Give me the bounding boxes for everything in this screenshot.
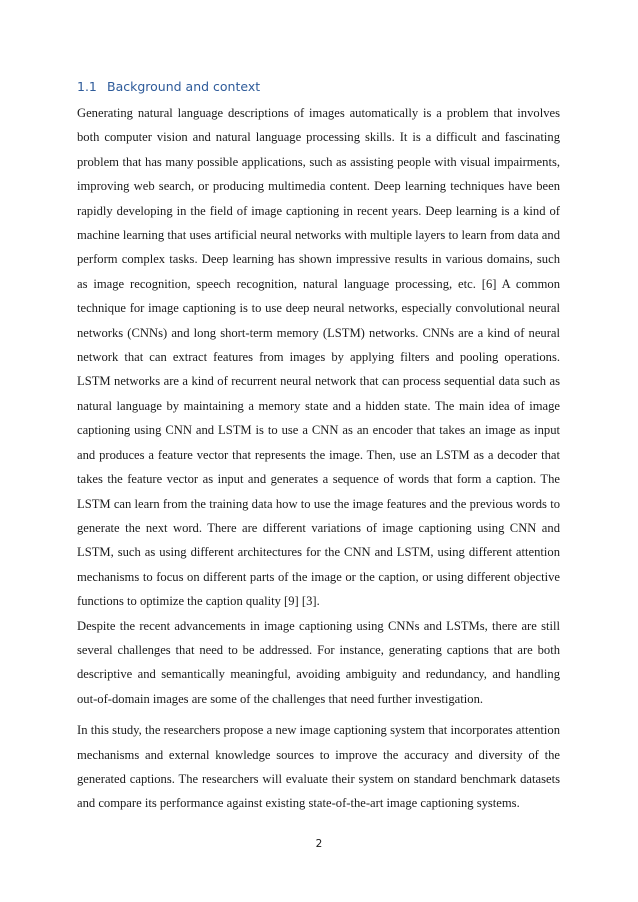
- section-title: Background and context: [107, 79, 261, 94]
- page-number: 2: [315, 838, 323, 850]
- paragraph-2: Despite the recent advancements in image captioning using CNNs and LSTMs, there are still several challenges that need to be addressed. For instance, generating captions that are both descriptive and semantically meaningful, avoiding ambiguity and redundancy, and handling out-of-domain images are some of the challenges that need further investigation.: [77, 618, 560, 706]
- paragraph-1: Generating natural language descriptions of images automatically is a problem that involves both computer vision and natural language processing skills. It is a difficult and fascinating problem that has many possible applications, such as assisting people with visual impairments, improving web search, or producing multimedia content. Deep learning techniques have been rapidly developing in the field of image captioning in recent years. Deep learning is a kind of machine learning that uses artificial neural networks with multiple layers to learn from data and perform complex tasks. Deep learning has shown impressive results in various domains, such as image recognition, speech recognition, natural language processing, etc. [6] A common technique for image captioning is to use deep neural networks, especially convolutional neural networks (CNNs) and long short-term memory (LSTM) networks. CNNs are a kind of neural network that can extract features from images by applying filters and pooling operations. LSTM networks are a kind of recurrent neural network that can process sequential data such as natural language by maintaining a memory state and a hidden state. The main idea of image captioning using CNN and LSTM is to use a CNN as an encoder that takes an image as input and produces a feature vector that represents the image. Then, use an LSTM as a decoder that takes the feature vector as input and generates a sequence of words that form a caption. The LSTM can learn from the training data how to use the image features and the previous words to generate the next word. There are different variations of image captioning using CNN and LSTM, such as using different architectures for the CNN and LSTM, using different attention mechanisms to focus on different parts of the image or the caption, or using different objective functions to optimize the caption quality [9] [3].: [77, 106, 560, 609]
- section-number: 1.1: [77, 79, 97, 94]
- paragraph-3: In this study, the researchers propose a new image captioning system that incorporates attention mechanisms and external knowledge sources to improve the accuracy and diversity of the generated captions. The researchers will evaluate their system on standard benchmark datasets and compare its performance against existing state-of-the-art image captioning systems.: [77, 723, 560, 811]
- section-heading: [77, 79, 260, 94]
- body-text: [77, 101, 560, 816]
